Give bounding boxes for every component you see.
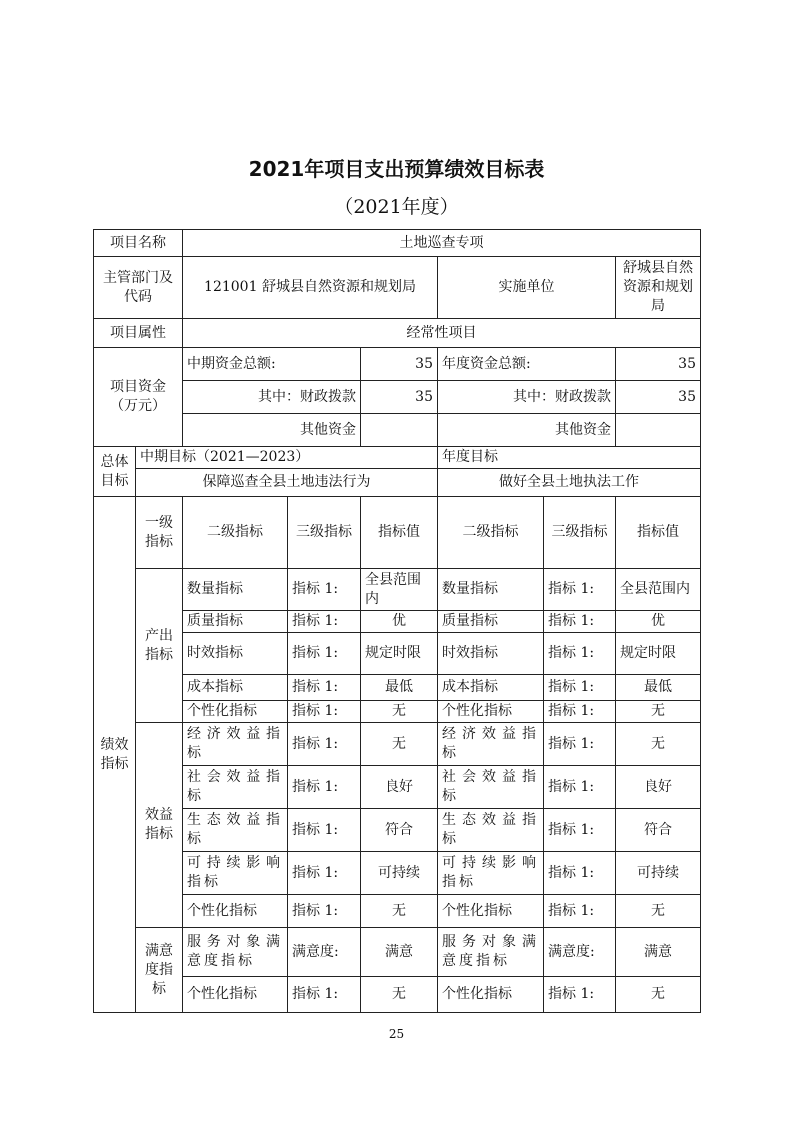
indicator-l3: 指标 1: [288,809,361,852]
indicator-l3: 指标 1: [288,977,361,1013]
mid-total-value: 35 [361,348,438,381]
indicator-value: 最低 [616,675,701,701]
indicator-l2: 数量指标 [438,569,544,611]
indicator-l2: 生态效益指标 [183,809,288,852]
indicator-value: 全县范围内 [616,569,701,611]
attr-value: 经常性项目 [183,319,701,348]
indicator-l2: 成本指标 [183,675,288,701]
page-title: 2021年项目支出预算绩效目标表 [248,157,545,181]
indicator-l2: 社会效益指标 [438,766,544,809]
satisfaction-label: 满意度指标 [136,928,183,1013]
indicator-value: 满意 [361,928,438,977]
indicator-l3: 指标 1: [544,675,616,701]
indicator-value: 符合 [361,809,438,852]
indicator-l3: 指标 1: [544,852,616,895]
indicator-l2: 时效指标 [183,633,288,675]
indicator-value: 无 [616,723,701,766]
indicator-value: 无 [361,895,438,928]
indicator-l2: 个性化指标 [183,895,288,928]
indicator-l3: 指标 1: [544,633,616,675]
indicator-l2: 个性化指标 [438,895,544,928]
indicator-value: 无 [361,723,438,766]
indicator-l3: 指标 1: [544,723,616,766]
indicator-l3: 指标 1: [544,895,616,928]
indicator-l2: 服务对象满意度指标 [183,928,288,977]
indicator-l2: 数量指标 [183,569,288,611]
indicator-l3: 指标 1: [288,569,361,611]
indicator-l2: 成本指标 [438,675,544,701]
year-goal-value: 做好全县土地执法工作 [438,469,701,497]
indicator-l2: 社会效益指标 [183,766,288,809]
indicator-l3: 指标 1: [544,809,616,852]
indicator-l3: 指标 1: [288,611,361,633]
indicator-value: 规定时限 [616,633,701,675]
year-fiscal-label: 其中：财政拨款 [438,381,616,414]
year-other-value [616,414,701,447]
indicator-l3: 指标 1: [544,766,616,809]
header-level3: 三级指标 [288,497,361,569]
mid-fiscal-label: 其中：财政拨款 [183,381,361,414]
indicator-l3: 指标 1: [288,633,361,675]
indicator-l2: 个性化指标 [438,701,544,723]
indicator-l2: 生态效益指标 [438,809,544,852]
perf-label: 绩效指标 [94,497,136,1013]
mid-goal-value: 保障巡查全县土地违法行为 [136,469,438,497]
project-name-label: 项目名称 [94,230,183,257]
indicator-value: 最低 [361,675,438,701]
header-level1: 一级指标 [136,497,183,569]
indicator-l2: 可持续影响指标 [438,852,544,895]
header-level2: 二级指标 [438,497,544,569]
year-other-label: 其他资金 [438,414,616,447]
indicator-l3: 指标 1: [288,766,361,809]
dept-label: 主管部门及代码 [94,257,183,319]
indicator-value: 良好 [616,766,701,809]
indicator-l2: 经济效益指标 [183,723,288,766]
indicator-l3: 指标 1: [544,569,616,611]
indicator-value: 无 [616,895,701,928]
mid-other-label: 其他资金 [183,414,361,447]
indicator-value: 可持续 [616,852,701,895]
indicator-l2: 服务对象满意度指标 [438,928,544,977]
indicator-l3: 指标 1: [288,895,361,928]
indicator-l3: 指标 1: [544,977,616,1013]
header-value: 指标值 [616,497,701,569]
indicator-value: 符合 [616,809,701,852]
indicator-l3: 指标 1: [288,723,361,766]
indicator-value: 无 [616,977,701,1013]
indicator-l2: 时效指标 [438,633,544,675]
indicator-l3: 指标 1: [288,675,361,701]
indicator-value: 良好 [361,766,438,809]
indicator-l3: 指标 1: [544,611,616,633]
indicator-l2: 质量指标 [438,611,544,633]
project-name-value: 土地巡查专项 [183,230,701,257]
indicator-l2: 质量指标 [183,611,288,633]
indicator-value: 无 [361,977,438,1013]
indicator-value: 规定时限 [361,633,438,675]
indicator-value: 优 [361,611,438,633]
mid-fiscal-value: 35 [361,381,438,414]
fund-label: 项目资金（万元） [94,348,183,447]
year-goal-label: 年度目标 [438,447,701,469]
impl-value: 舒城县自然资源和规划局 [616,257,701,319]
year-total-label: 年度资金总额: [438,348,616,381]
indicator-l3: 指标 1: [288,701,361,723]
header-level3: 三级指标 [544,497,616,569]
benefit-label: 效益指标 [136,723,183,928]
indicator-l2: 经济效益指标 [438,723,544,766]
indicator-value: 全县范围内 [361,569,438,611]
indicator-l3: 指标 1: [544,701,616,723]
attr-label: 项目属性 [94,319,183,348]
header-level2: 二级指标 [183,497,288,569]
indicator-value: 无 [361,701,438,723]
goal-label: 总体目标 [94,447,136,497]
mid-total-label: 中期资金总额: [183,348,361,381]
indicator-l2: 个性化指标 [438,977,544,1013]
mid-other-value [361,414,438,447]
indicator-value: 满意 [616,928,701,977]
indicator-l2: 个性化指标 [183,701,288,723]
impl-label: 实施单位 [438,257,616,319]
page-number: 25 [388,1027,405,1041]
header-value: 指标值 [361,497,438,569]
performance-target-table [93,229,701,1013]
indicator-value: 优 [616,611,701,633]
indicator-l3: 指标 1: [288,852,361,895]
indicator-l3: 满意度: [544,928,616,977]
output-label: 产出指标 [136,569,183,723]
dept-value: 121001 舒城县自然资源和规划局 [183,257,438,319]
year-total-value: 35 [616,348,701,381]
page-subtitle: （2021年度） [334,196,459,218]
year-fiscal-value: 35 [616,381,701,414]
mid-goal-label: 中期目标（2021—2023） [136,447,438,469]
indicator-l2: 可持续影响指标 [183,852,288,895]
indicator-l3: 满意度: [288,928,361,977]
indicator-l2: 个性化指标 [183,977,288,1013]
indicator-value: 可持续 [361,852,438,895]
indicator-value: 无 [616,701,701,723]
